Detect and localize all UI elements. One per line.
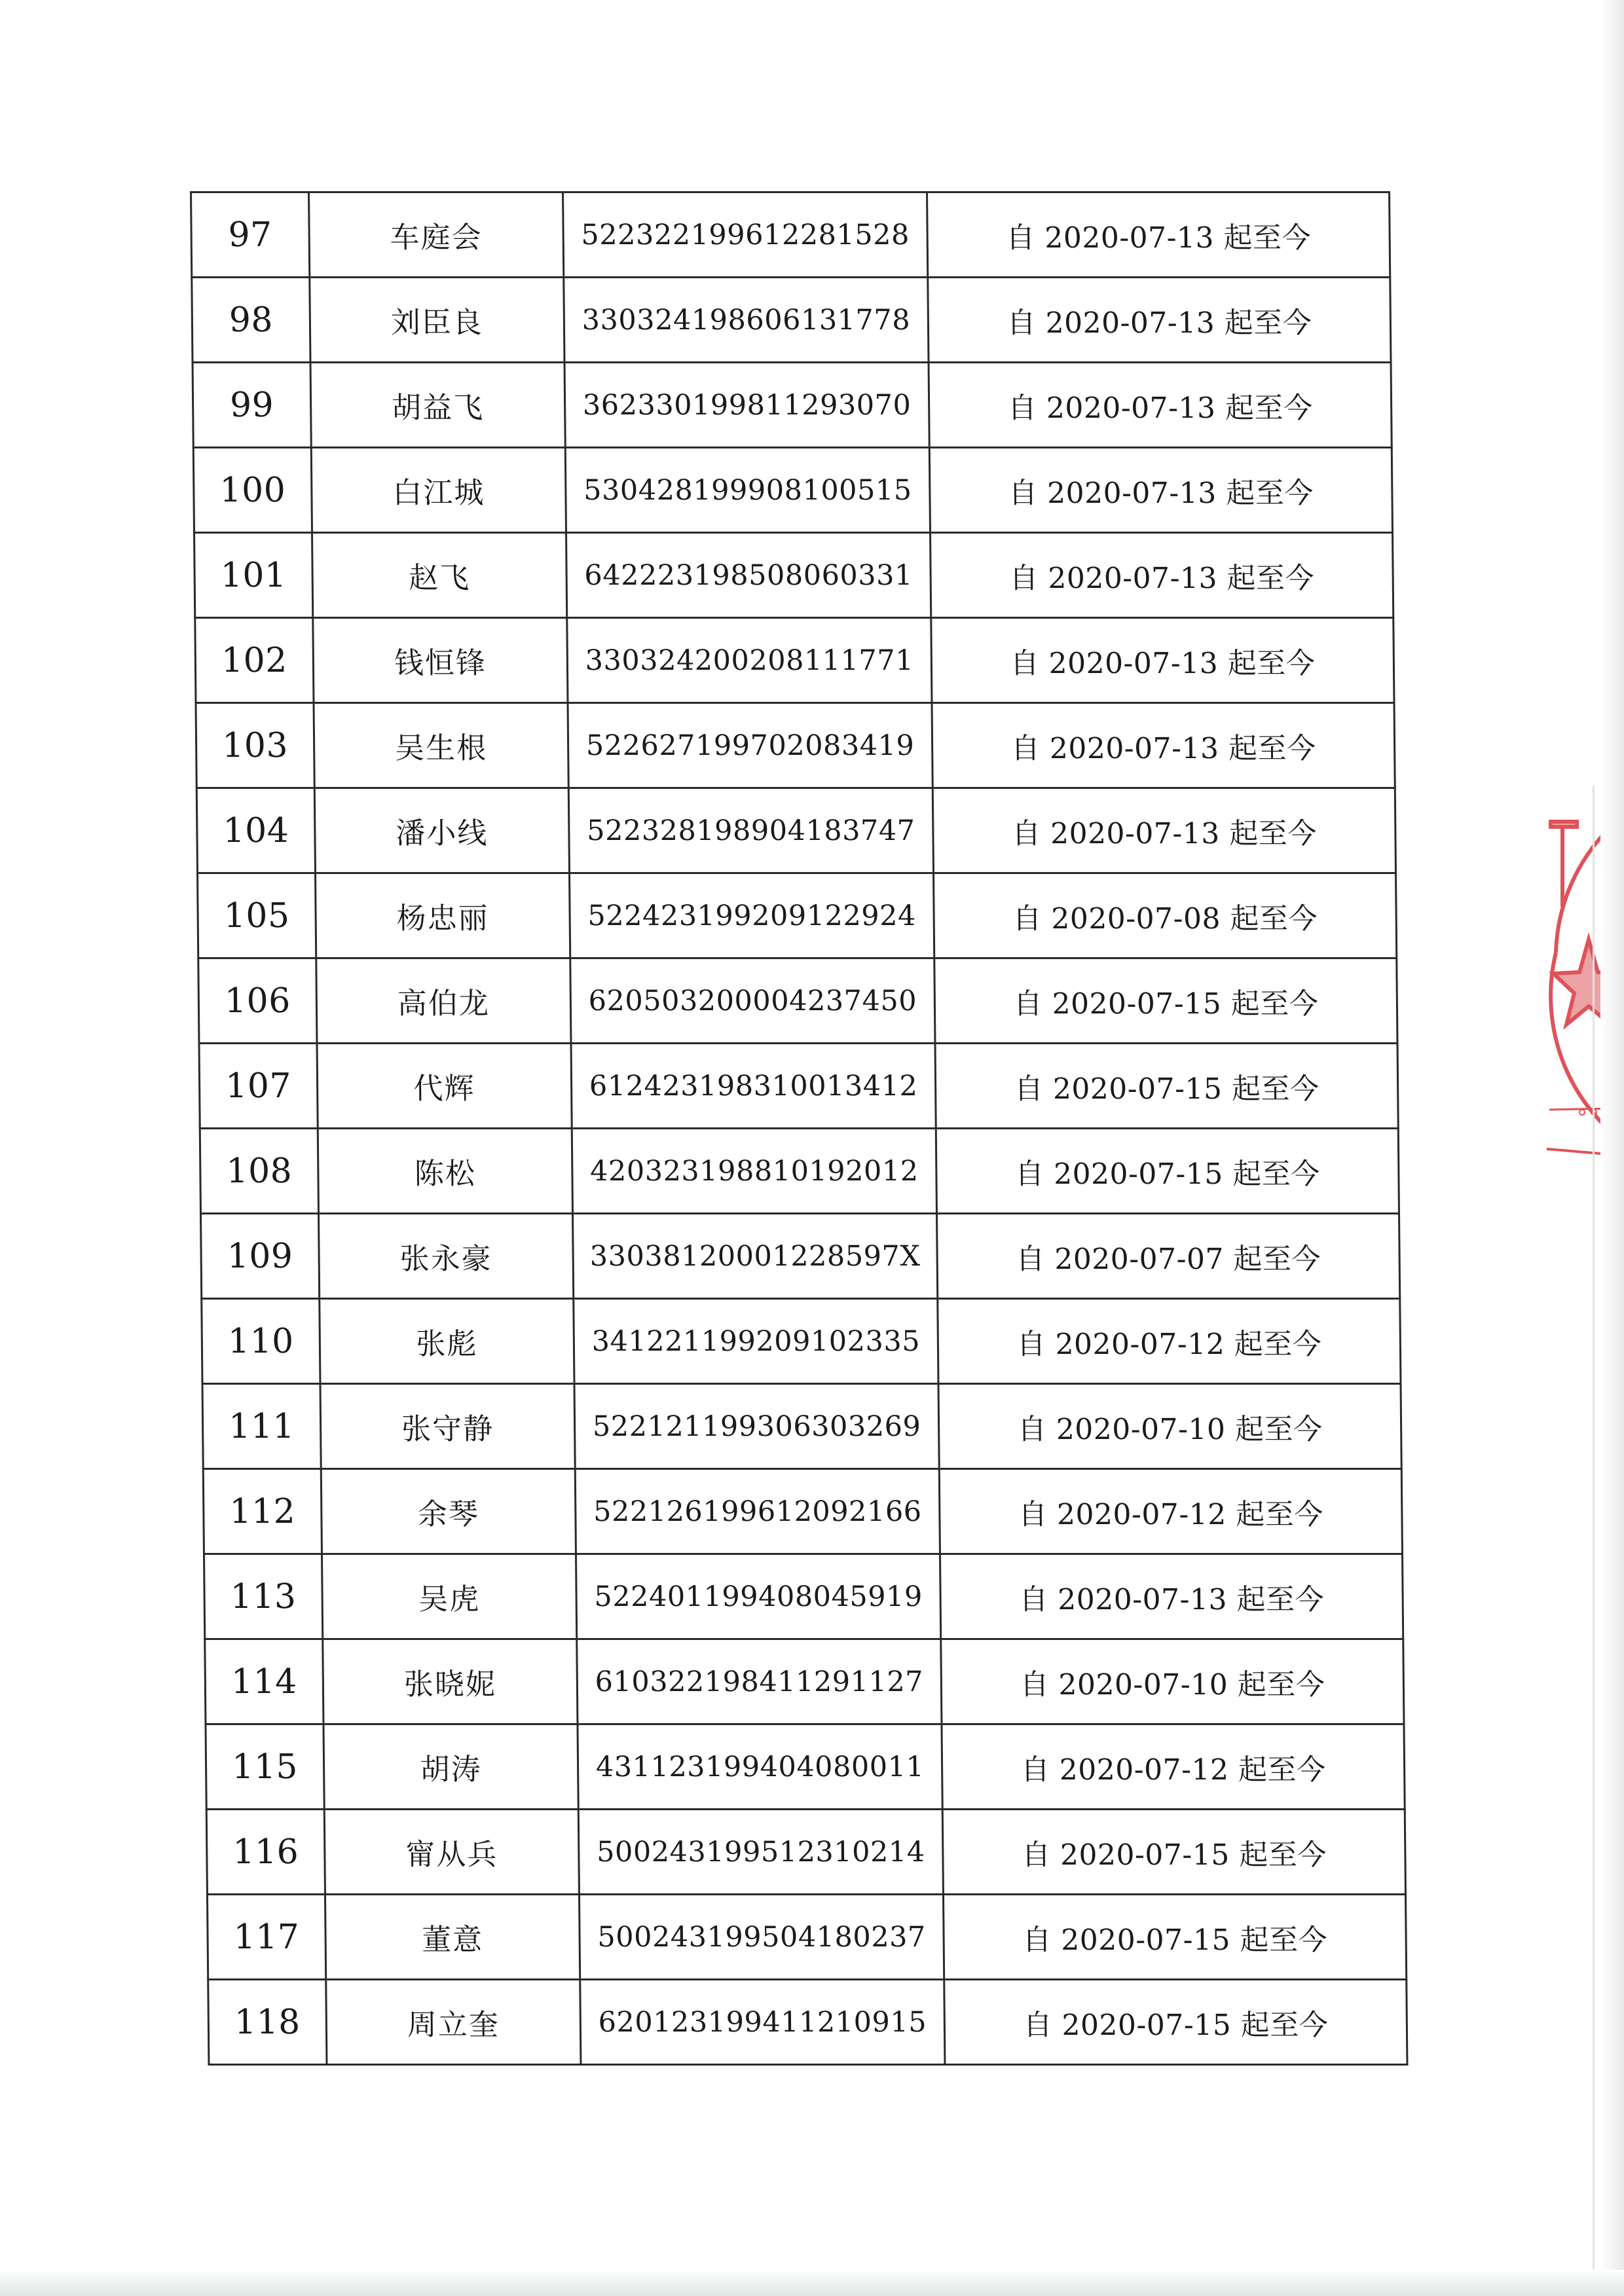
name-cell: 吴虎 xyxy=(322,1554,576,1639)
row-number-cell: 117 xyxy=(207,1895,325,1980)
period-cell: 自 2020-07-13 起至今 xyxy=(931,533,1393,618)
period-cell: 自 2020-07-15 起至今 xyxy=(943,1895,1406,1980)
period-cell: 自 2020-07-13 起至今 xyxy=(940,1554,1403,1639)
table-row xyxy=(193,448,1392,533)
table-row xyxy=(202,1299,1401,1384)
name-cell: 董意 xyxy=(325,1895,580,1980)
id-number-cell: 522328198904183747 xyxy=(568,788,933,873)
name-cell: 甯从兵 xyxy=(324,1810,579,1895)
period-cell: 自 2020-07-15 起至今 xyxy=(934,958,1397,1044)
table-row xyxy=(207,1895,1406,1980)
table-row xyxy=(206,1724,1405,1810)
name-cell: 余琴 xyxy=(321,1469,576,1554)
table-row xyxy=(193,363,1392,448)
period-cell: 自 2020-07-13 起至今 xyxy=(927,192,1390,278)
row-number-cell: 112 xyxy=(203,1469,322,1554)
table-row xyxy=(191,192,1390,278)
table-row xyxy=(195,618,1394,703)
id-number-cell: 522121199306303269 xyxy=(574,1384,939,1469)
table-row xyxy=(194,533,1393,618)
period-cell: 自 2020-07-12 起至今 xyxy=(942,1724,1405,1810)
row-number-cell: 103 xyxy=(196,703,314,788)
name-cell: 钱恒锋 xyxy=(313,618,568,703)
period-cell: 自 2020-07-13 起至今 xyxy=(929,363,1392,448)
name-cell: 赵飞 xyxy=(312,533,567,618)
row-number-cell: 102 xyxy=(195,618,314,703)
id-number-cell: 522627199702083419 xyxy=(568,703,932,788)
row-number-cell: 109 xyxy=(200,1214,319,1299)
id-number-cell: 522401199408045919 xyxy=(576,1554,940,1639)
table-row xyxy=(200,1214,1399,1299)
row-number-cell: 108 xyxy=(200,1129,318,1214)
name-cell: 张彪 xyxy=(320,1299,574,1384)
row-number-cell: 105 xyxy=(197,873,316,958)
period-cell: 自 2020-07-08 起至今 xyxy=(933,873,1396,958)
period-cell: 自 2020-07-15 起至今 xyxy=(942,1810,1405,1895)
row-number-cell: 98 xyxy=(192,278,310,363)
id-number-cell: 610322198411291127 xyxy=(577,1639,942,1724)
row-number-cell: 100 xyxy=(193,448,312,533)
table-row xyxy=(208,1980,1407,2065)
id-number-cell: 362330199811293070 xyxy=(564,363,929,448)
period-cell: 自 2020-07-12 起至今 xyxy=(939,1469,1402,1554)
id-number-cell: 500243199512310214 xyxy=(578,1810,943,1895)
period-cell: 自 2020-07-10 起至今 xyxy=(938,1384,1401,1469)
table-row xyxy=(203,1469,1402,1554)
period-cell: 自 2020-07-13 起至今 xyxy=(931,618,1394,703)
id-number-cell: 642223198508060331 xyxy=(566,533,931,618)
name-cell: 周立奎 xyxy=(326,1980,581,2065)
name-cell: 吴生根 xyxy=(314,703,568,788)
name-cell: 代辉 xyxy=(317,1044,572,1129)
row-number-cell: 106 xyxy=(198,958,317,1044)
row-number-cell: 99 xyxy=(193,363,311,448)
name-cell: 高伯龙 xyxy=(316,958,571,1044)
row-number-cell: 101 xyxy=(194,533,313,618)
row-number-cell: 97 xyxy=(191,192,310,278)
id-number-cell: 522126199612092166 xyxy=(575,1469,940,1554)
id-number-cell: 341221199209102335 xyxy=(574,1299,938,1384)
period-cell: 自 2020-07-07 起至今 xyxy=(936,1214,1399,1299)
id-number-cell: 620503200004237450 xyxy=(570,958,935,1044)
name-cell: 车庭会 xyxy=(309,192,564,278)
id-number-cell: 330324200208111771 xyxy=(567,618,932,703)
table-row xyxy=(206,1810,1405,1895)
name-cell: 张守静 xyxy=(320,1384,575,1469)
period-cell: 自 2020-07-13 起至今 xyxy=(932,788,1395,873)
employee-table xyxy=(190,191,1408,2066)
name-cell: 张晓妮 xyxy=(323,1639,578,1724)
table-row xyxy=(196,788,1395,873)
row-number-cell: 104 xyxy=(196,788,315,873)
id-number-cell: 431123199404080011 xyxy=(578,1724,942,1810)
period-cell: 自 2020-07-15 起至今 xyxy=(936,1129,1399,1214)
id-number-cell: 612423198310013412 xyxy=(571,1044,936,1129)
period-cell: 自 2020-07-13 起至今 xyxy=(929,448,1392,533)
scan-bottom-strip xyxy=(0,2270,1624,2296)
row-number-cell: 111 xyxy=(202,1384,321,1469)
period-cell: 自 2020-07-15 起至今 xyxy=(935,1044,1398,1129)
row-number-cell: 115 xyxy=(206,1724,324,1810)
scan-edge-strip xyxy=(1600,0,1624,2296)
scan-edge-line xyxy=(1593,786,1595,2291)
table-row xyxy=(197,873,1396,958)
id-number-cell: 620123199411210915 xyxy=(580,1980,945,2065)
table-row xyxy=(198,958,1397,1044)
row-number-cell: 118 xyxy=(208,1980,327,2065)
name-cell: 杨忠丽 xyxy=(315,873,570,958)
table-row xyxy=(200,1129,1399,1214)
period-cell: 自 2020-07-12 起至今 xyxy=(938,1299,1401,1384)
id-number-cell: 522322199612281528 xyxy=(563,192,928,278)
name-cell: 胡涛 xyxy=(323,1724,578,1810)
name-cell: 潘小线 xyxy=(314,788,569,873)
employee-table-wrapper xyxy=(190,191,1406,2066)
id-number-cell: 530428199908100515 xyxy=(565,448,930,533)
period-cell: 自 2020-07-13 起至今 xyxy=(928,278,1391,363)
table-row xyxy=(192,278,1391,363)
name-cell: 刘臣良 xyxy=(310,278,564,363)
row-number-cell: 110 xyxy=(202,1299,320,1384)
table-row xyxy=(199,1044,1398,1129)
name-cell: 陈松 xyxy=(318,1129,572,1214)
id-number-cell: 33038120001228597X xyxy=(572,1214,937,1299)
name-cell: 胡益飞 xyxy=(310,363,565,448)
table-body xyxy=(191,192,1407,2065)
name-cell: 张永豪 xyxy=(318,1214,573,1299)
table-row xyxy=(204,1554,1403,1639)
row-number-cell: 114 xyxy=(205,1639,323,1724)
row-number-cell: 116 xyxy=(206,1810,325,1895)
id-number-cell: 330324198606131778 xyxy=(564,278,929,363)
period-cell: 自 2020-07-13 起至今 xyxy=(932,703,1395,788)
row-number-cell: 113 xyxy=(204,1554,322,1639)
table-row xyxy=(196,703,1395,788)
table-row xyxy=(202,1384,1401,1469)
id-number-cell: 420323198810192012 xyxy=(572,1129,936,1214)
period-cell: 自 2020-07-15 起至今 xyxy=(944,1980,1407,2065)
table-row xyxy=(205,1639,1404,1724)
id-number-cell: 500243199504180237 xyxy=(579,1895,944,1980)
id-number-cell: 522423199209122924 xyxy=(569,873,934,958)
row-number-cell: 107 xyxy=(199,1044,318,1129)
name-cell: 白江城 xyxy=(311,448,566,533)
period-cell: 自 2020-07-10 起至今 xyxy=(941,1639,1404,1724)
